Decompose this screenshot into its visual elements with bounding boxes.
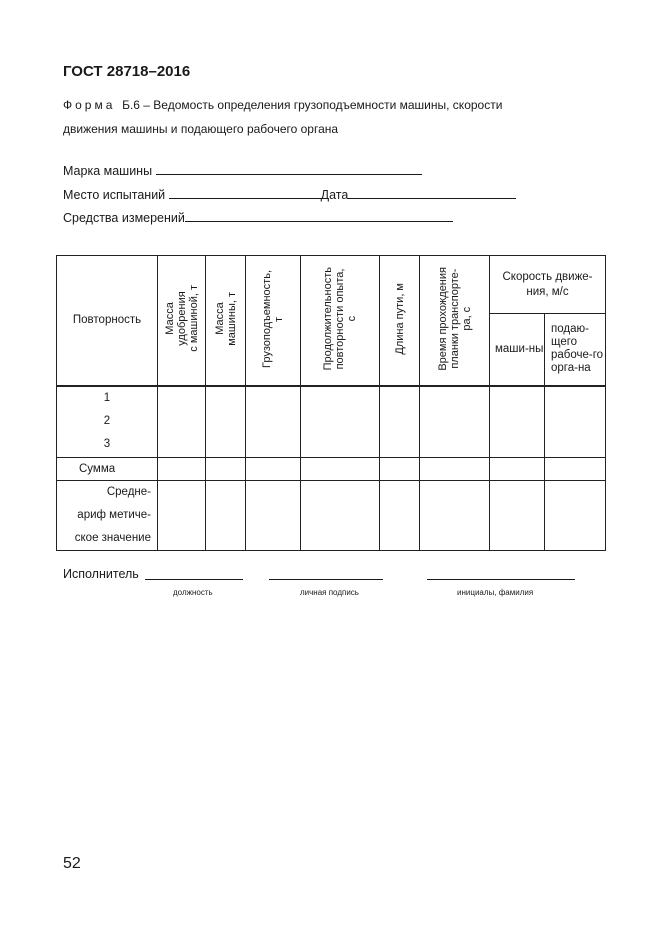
header-speed: Скорость движе-ния, м/с bbox=[490, 256, 606, 314]
test-site-field bbox=[63, 187, 516, 202]
signature-blank bbox=[269, 579, 383, 580]
test-site-blank bbox=[169, 187, 321, 199]
position-blank bbox=[145, 579, 243, 580]
row-label-repeats: 1 2 3 bbox=[57, 386, 158, 458]
machine-brand-label: Марка машины bbox=[63, 164, 153, 178]
machine-brand-blank bbox=[156, 163, 422, 175]
position-caption: должность bbox=[173, 588, 213, 597]
instruments-label: Средства измерений bbox=[63, 211, 185, 225]
instruments-field bbox=[63, 210, 453, 225]
name-blank bbox=[427, 579, 575, 580]
row-label-mean: Средне- ариф метиче- ское значение bbox=[57, 480, 158, 550]
data-table bbox=[56, 255, 606, 551]
document-title: ГОСТ 28718–2016 bbox=[63, 63, 191, 80]
executor-label: Исполнитель bbox=[63, 567, 139, 581]
header-speed-machine: маши-ны bbox=[490, 314, 545, 386]
date-label: Дата bbox=[320, 188, 349, 202]
caption-line1: Б.6 – Ведомость определения грузоподъемности машины, скорости bbox=[122, 98, 503, 112]
test-site-label: Место испытаний bbox=[63, 188, 166, 202]
caption-prefix: Форма bbox=[63, 98, 116, 112]
header-capacity: Грузоподъемность, т bbox=[246, 256, 301, 386]
signature-caption: личная подпись bbox=[300, 588, 359, 597]
table-row-repeats bbox=[57, 386, 606, 458]
header-speed-feeder: подаю-щего рабоче-го орга-на bbox=[545, 314, 606, 386]
table-row-mean bbox=[57, 480, 606, 550]
date-blank bbox=[348, 187, 516, 199]
name-caption: инициалы, фамилия bbox=[457, 588, 534, 597]
machine-brand-field bbox=[63, 163, 422, 178]
header-machine-mass: Масса машины, т bbox=[206, 256, 246, 386]
form-caption bbox=[63, 93, 583, 141]
header-fert-mass: Масса удобрения с машиной, т bbox=[158, 256, 206, 386]
instruments-blank bbox=[185, 210, 453, 222]
header-pass-time: Время прохождения планки транспорте- ра, с bbox=[420, 256, 490, 386]
caption-line2: движения машины и подающего рабочего органа bbox=[63, 122, 339, 136]
header-repeat: Повторность bbox=[57, 256, 158, 386]
page-number: 52 bbox=[63, 855, 81, 872]
header-duration: Продолжительность повторности опыта, с bbox=[301, 256, 380, 386]
table-row-sum bbox=[57, 457, 606, 480]
row-label-sum: Сумма bbox=[57, 457, 158, 480]
header-path-length: Длина пути, м bbox=[380, 256, 420, 386]
